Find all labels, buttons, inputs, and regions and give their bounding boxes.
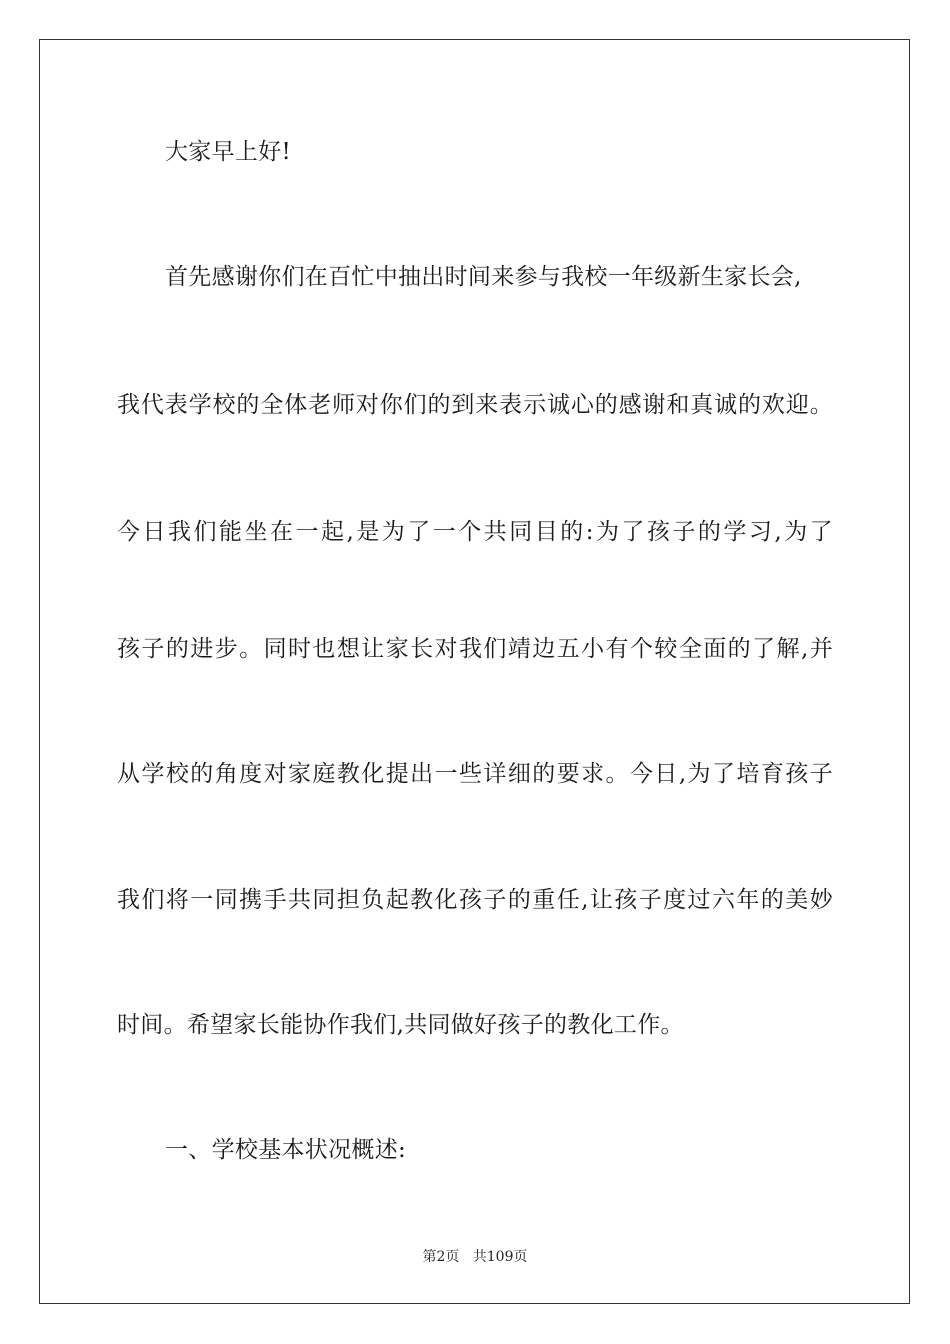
paragraph-line: 孩子的进步。同时也想让家长对我们靖边五小有个较全面的了解,并 [117,636,833,662]
page-footer [0,1247,950,1267]
paragraph-line: 首先感谢你们在百忙中抽出时间来参与我校一年级新生家长会, [165,264,802,290]
page-border [39,39,910,1304]
section-heading: 一、学校基本状况概述: [165,1137,407,1163]
paragraph-line: 我们将一同携手共同担负起教化孩子的重任,让孩子度过六年的美妙 [117,887,833,913]
paragraph-line: 我代表学校的全体老师对你们的到来表示诚心的感谢和真诚的欢迎。 [117,392,833,418]
page-number: 第2页 [422,1249,460,1265]
page-total: 共109页 [472,1249,528,1265]
greeting-line: 大家早上好! [165,139,292,165]
paragraph-line: 时间。希望家长能协作我们,共同做好孩子的教化工作。 [117,1012,684,1038]
paragraph-line: 今日我们能坐在一起,是为了一个共同目的:为了孩子的学习,为了 [117,519,833,545]
paragraph-line: 从学校的角度对家庭教化提出一些详细的要求。今日,为了培育孩子 [117,761,833,787]
